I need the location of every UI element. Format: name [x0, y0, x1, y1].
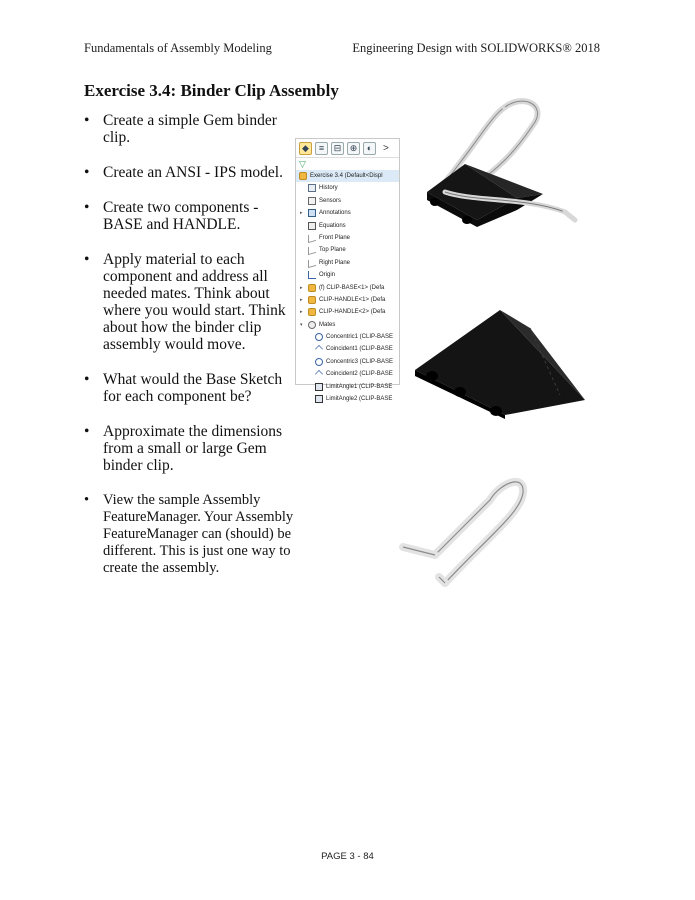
expand-arrow-icon[interactable]: ▸: [300, 296, 303, 303]
equations-icon: [308, 222, 316, 230]
part-icon: [308, 284, 316, 292]
part-icon: [308, 308, 316, 316]
limit-angle-mate-icon: [315, 383, 323, 391]
plane-icon: [308, 245, 316, 255]
concentric-mate-icon: [315, 358, 323, 366]
tree-root-assembly[interactable]: Exercise 3.4 (Default<Displ: [296, 170, 399, 182]
clip-handle-image: [395, 465, 530, 595]
tree-item-mate[interactable]: LimitAngle2 (CLIP-BASE: [296, 393, 399, 405]
list-item: • Create an ANSI - IPS model.: [84, 164, 283, 181]
concentric-mate-icon: [315, 333, 323, 341]
feature-tree-tab[interactable]: ◆: [299, 142, 312, 155]
mates-icon: [308, 321, 316, 329]
page-number: PAGE 3 - 84: [321, 851, 374, 862]
running-header-left: Fundamentals of Assembly Modeling: [84, 41, 272, 55]
tree-item-clip-handle-1[interactable]: ▸ CLIP-HANDLE<1> (Defa: [296, 294, 399, 306]
collapse-arrow-icon[interactable]: ▾: [300, 321, 303, 328]
tree-item-clip-base[interactable]: ▸ (f) CLIP-BASE<1> (Defa: [296, 282, 399, 294]
tree-item-top-plane[interactable]: Top Plane: [296, 244, 399, 256]
tree-item-front-plane[interactable]: Front Plane: [296, 232, 399, 244]
list-item: • What would the Base Sketch for each component be?: [84, 371, 283, 405]
tree-item-mate[interactable]: Concentric3 (CLIP-BASE: [296, 356, 399, 368]
tree-item-sensors[interactable]: Sensors: [296, 195, 399, 207]
list-item: • View the sample Assembly FeatureManager. Your Assembly FeatureManager can (should) be different. This is just one way to create the assembly.: [84, 492, 294, 576]
sensors-icon: [308, 197, 316, 205]
list-item: • Create a simple Gem binder clip.: [84, 112, 277, 146]
expand-arrow-icon[interactable]: ▸: [300, 284, 303, 291]
limit-angle-mate-icon: [315, 395, 323, 403]
coincident-mate-icon: [315, 370, 323, 378]
filter-icon[interactable]: ▽: [299, 159, 306, 169]
assembly-icon: [299, 172, 307, 180]
expand-arrow-icon[interactable]: ▸: [300, 309, 303, 316]
tree-item-equations[interactable]: Equations: [296, 220, 399, 232]
list-item: • Apply material to each component and address all needed mates. Think about where you would start. Think about how the binder clip assembly would move.: [84, 251, 286, 353]
history-icon: [308, 184, 316, 192]
tree-item-mate[interactable]: LimitAngle1 (CLIP-BASE: [296, 381, 399, 393]
coincident-mate-icon: [315, 346, 323, 354]
origin-icon: [308, 271, 316, 279]
instruction-list: [84, 112, 294, 595]
tree-item-mates[interactable]: ▾ Mates: [296, 319, 399, 331]
tree-item-mate[interactable]: Coincident2 (CLIP-BASE: [296, 368, 399, 380]
tree-item-origin[interactable]: Origin: [296, 269, 399, 281]
expand-arrow-icon[interactable]: ▸: [300, 210, 303, 217]
configuration-manager-tab[interactable]: ⊟: [331, 142, 344, 155]
running-header-right: Engineering Design with SOLIDWORKS® 2018: [352, 41, 600, 55]
property-manager-tab[interactable]: ≡: [315, 142, 328, 155]
annotations-icon: [308, 209, 316, 217]
feature-manager-panel: [295, 138, 400, 403]
list-item: • Create two components - BASE and HANDLE.: [84, 199, 259, 233]
more-tabs-icon[interactable]: >: [383, 142, 389, 154]
exercise-title: Exercise 3.4: Binder Clip Assembly: [84, 81, 339, 100]
tree-item-right-plane[interactable]: Right Plane: [296, 257, 399, 269]
plane-icon: [308, 233, 316, 243]
tree-item-mate[interactable]: Concentric1 (CLIP-BASE: [296, 331, 399, 343]
plane-icon: [308, 258, 316, 268]
tree-item-mate[interactable]: Coincident1 (CLIP-BASE: [296, 343, 399, 355]
feature-manager-tabs: [296, 139, 399, 158]
part-icon: [308, 296, 316, 304]
binder-clip-assembly-image: [405, 92, 590, 240]
dimxpert-tab[interactable]: ⊕: [347, 142, 360, 155]
list-item: • Approximate the dimensions from a small or large Gem binder clip.: [84, 423, 283, 474]
tree-item-clip-handle-2[interactable]: ▸ CLIP-HANDLE<2> (Defa: [296, 306, 399, 318]
tree-item-history[interactable]: History: [296, 182, 399, 194]
display-manager-tab[interactable]: ◐: [363, 142, 376, 155]
clip-base-image: [410, 300, 590, 420]
tree-item-annotations[interactable]: ▸ Annotations: [296, 207, 399, 219]
